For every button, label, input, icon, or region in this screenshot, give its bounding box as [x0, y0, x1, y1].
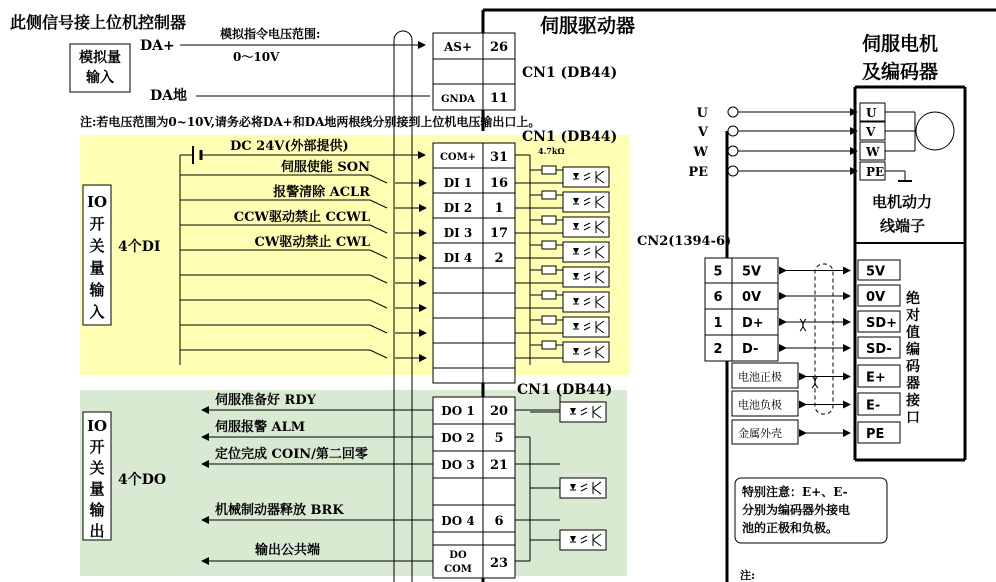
enc-target-label: SD- [866, 342, 892, 357]
drive-title: 伺服驱动器 [540, 15, 636, 37]
enc-pin-name: 5V [742, 264, 762, 280]
group-label-char: 入 [89, 303, 105, 321]
pin-as-no: 26 [489, 40, 509, 55]
group-label-char: IO [86, 417, 108, 435]
encoder-side-label [905, 290, 921, 426]
group-label-char: 码 [906, 359, 920, 375]
di-pin-column [433, 143, 515, 383]
do-pin-name: DO 2 [441, 431, 475, 445]
di-resistor [542, 266, 556, 274]
di-opto-box [563, 317, 609, 337]
motor-terminal-label: V [866, 125, 876, 139]
power-terminal-label: PE [688, 165, 708, 180]
pin-gnda-no: 11 [489, 91, 509, 106]
notice-line1: 特别注意：E+、E- [742, 485, 848, 499]
upper-side-title: 此侧信号接上位机控制器 [10, 13, 187, 32]
analog-range-label: 模拟指令电压范围: [220, 27, 321, 41]
enc-pin-name: D+ [742, 316, 764, 331]
di-no-cell [483, 293, 515, 318]
do-com-line1: DO [449, 550, 467, 561]
group-label-char: 关 [89, 237, 105, 255]
group-label-char: 编 [906, 342, 920, 358]
do-pin-cell [433, 478, 483, 505]
enc-pin-no: 5 [713, 264, 723, 280]
do-signal-label: 定位完成 COIN/第二回零 [215, 447, 368, 462]
do-pin-cell [433, 532, 483, 545]
di-pin-no: 2 [494, 251, 504, 266]
di-pin-cell [433, 268, 483, 293]
analog-note: 注:若电压范围为0~10V,请务必将DA+和DA地两根线分别接到上位机电压输出口上。 [80, 115, 541, 129]
enc-pin-name: 金属外壳 [738, 427, 782, 440]
enc-target-label: SD+ [866, 316, 898, 331]
di-resistor [542, 216, 556, 224]
com-pin-name: COM+ [439, 152, 477, 163]
motor-terminal-label: U [866, 106, 877, 120]
power-terminals [688, 103, 915, 181]
di-opto-box [563, 267, 609, 287]
notice-line3: 池的正极和负极。 [742, 521, 839, 535]
do-com-no: 23 [489, 556, 509, 571]
analog-box-line2: 输入 [86, 70, 114, 86]
enc-pin-no: 2 [713, 342, 723, 357]
cn2-label: CN2(1394-6) [637, 234, 732, 249]
power-terminal-dot [728, 146, 738, 156]
bottom-fragment: 注: [740, 569, 756, 582]
power-terminal-label: W [693, 145, 708, 160]
enc-pin-no: 1 [713, 316, 723, 331]
di-signal-label: 报警清除 ACLR [273, 185, 370, 200]
enc-pin-name: 0V [742, 290, 762, 305]
di-signal-label: 伺服使能 SON [280, 160, 370, 175]
do-common-label: 输出公共端 [255, 543, 321, 558]
do-pin-column [433, 397, 515, 578]
di-pin-no: 16 [489, 176, 509, 191]
do-no-cell [483, 532, 515, 545]
group-label-char: 输 [89, 281, 105, 299]
di-signal-label: CCW驱动禁止 CCWL [233, 210, 370, 225]
pin-gnda-name: GNDA [440, 94, 476, 105]
do-no-cell [483, 478, 515, 505]
di-no-cell [483, 268, 515, 293]
group-label-char: 值 [906, 325, 920, 341]
power-terminal-dot [728, 107, 738, 117]
di-count-label: 4个DI [118, 239, 161, 255]
di-opto-box [563, 292, 609, 312]
enc-pin-no: 6 [713, 290, 723, 305]
di-no-cell [483, 368, 515, 383]
encoder-table [705, 258, 900, 444]
do-signal-label: 伺服报警 ALM [215, 420, 306, 435]
com-pin-no: 31 [489, 150, 509, 165]
do-count-label: 4个DO [118, 472, 167, 488]
terminal-label-line1: 电机动力 [872, 193, 933, 211]
resistor-label: 4.7kΩ [538, 146, 565, 156]
di-pin-no: 1 [494, 201, 504, 216]
di-pin-cell [433, 293, 483, 318]
di-no-cell [483, 318, 515, 343]
enc-target-label: E+ [866, 370, 886, 386]
do-signal-label: 机械制动器释放 BRK [215, 503, 344, 518]
group-label-char: 量 [89, 259, 105, 277]
motor-title-line2: 及编码器 [862, 61, 939, 83]
group-label-char: 接 [906, 393, 920, 409]
do-pin-no: 5 [494, 431, 504, 446]
enc-pin-name: 电池负极 [738, 398, 782, 412]
analog-range-value: 0～10V [233, 50, 280, 64]
di-resistor [542, 341, 556, 349]
group-label-char: 绝 [906, 291, 920, 307]
do-cn1-label: CN1 (DB44) [517, 382, 613, 398]
di-pin-cell [433, 368, 483, 383]
di-pin-cell [433, 343, 483, 368]
do-com-line2: COM [444, 564, 472, 575]
terminal-label-line2: 线端子 [880, 217, 926, 235]
di-resistor [542, 316, 556, 324]
di-opto-box [563, 242, 609, 262]
enc-target-label: E- [866, 398, 881, 414]
notice-line2: 分别为编码器外接电 [742, 503, 851, 517]
do-pin-no: 20 [489, 404, 509, 419]
di-opto-box [563, 342, 609, 362]
twisted-pair [800, 319, 806, 331]
group-label-char: 输 [89, 501, 105, 519]
da-gnd-label: DA地 [150, 88, 188, 104]
di-resistor [542, 166, 556, 174]
do-pin-name: DO 4 [441, 514, 475, 528]
di-signal-label: CW驱动禁止 CWL [254, 235, 370, 250]
motor-symbol [916, 112, 954, 150]
power-terminal-dot [728, 166, 738, 176]
do-opto-box [560, 478, 606, 498]
di-pin-name: DI 4 [443, 251, 473, 265]
group-label-char: 口 [906, 410, 920, 426]
enc-pin-name: D- [742, 342, 759, 357]
do-pin-name: DO 1 [441, 404, 475, 418]
enc-target-label: PE [866, 427, 885, 442]
di-cn1-label: CN1 (DB44) [522, 129, 618, 145]
power-terminal-dot [728, 126, 738, 136]
da-plus-label: DA+ [140, 38, 175, 54]
analog-box-line1: 模拟量 [79, 50, 121, 66]
motor-terminal-label: PE [866, 165, 885, 179]
enc-target-label: 0V [866, 290, 886, 305]
di-pin-name: DI 2 [443, 201, 473, 215]
di-power-label: DC 24V(外部提供) [230, 139, 349, 154]
do-pin-no: 6 [494, 514, 504, 529]
enc-shield [815, 264, 833, 414]
power-terminal-label: V [697, 125, 708, 140]
group-label-char: 开 [89, 215, 105, 233]
group-label-char: IO [86, 193, 108, 211]
di-pin-no: 17 [489, 226, 509, 241]
enc-target-label: 5V [866, 264, 886, 280]
do-pin-no: 21 [489, 458, 509, 473]
group-label-char: 器 [906, 376, 920, 392]
group-label-char: 量 [89, 480, 105, 498]
pin-as-name: AS+ [443, 40, 473, 54]
di-pin-name: DI 1 [443, 176, 473, 190]
di-pin-name: DI 3 [443, 226, 473, 240]
do-pin-name: DO 3 [441, 458, 475, 472]
do-signal-label: 伺服准备好 RDY [215, 393, 316, 408]
power-terminal-label: U [696, 106, 708, 121]
group-label-char: 对 [906, 308, 920, 324]
group-label-char: 关 [89, 459, 105, 477]
di-opto-box [563, 192, 609, 212]
enc-pin-name: 电池正极 [738, 370, 782, 384]
motor-terminal-label: W [866, 145, 880, 159]
di-no-cell [483, 343, 515, 368]
do-opto-box [560, 402, 606, 422]
analog-cn1-label: CN1 (DB44) [522, 65, 618, 81]
di-resistor [542, 241, 556, 249]
do-opto-box [560, 530, 606, 550]
group-label-char: 出 [89, 522, 105, 540]
group-label-char: 开 [89, 438, 105, 456]
di-opto-box [563, 217, 609, 237]
di-opto-box [563, 167, 609, 187]
motor-title-line1: 伺服电机 [862, 33, 939, 55]
di-resistor [542, 191, 556, 199]
di-pin-cell [433, 318, 483, 343]
di-resistor [542, 291, 556, 299]
